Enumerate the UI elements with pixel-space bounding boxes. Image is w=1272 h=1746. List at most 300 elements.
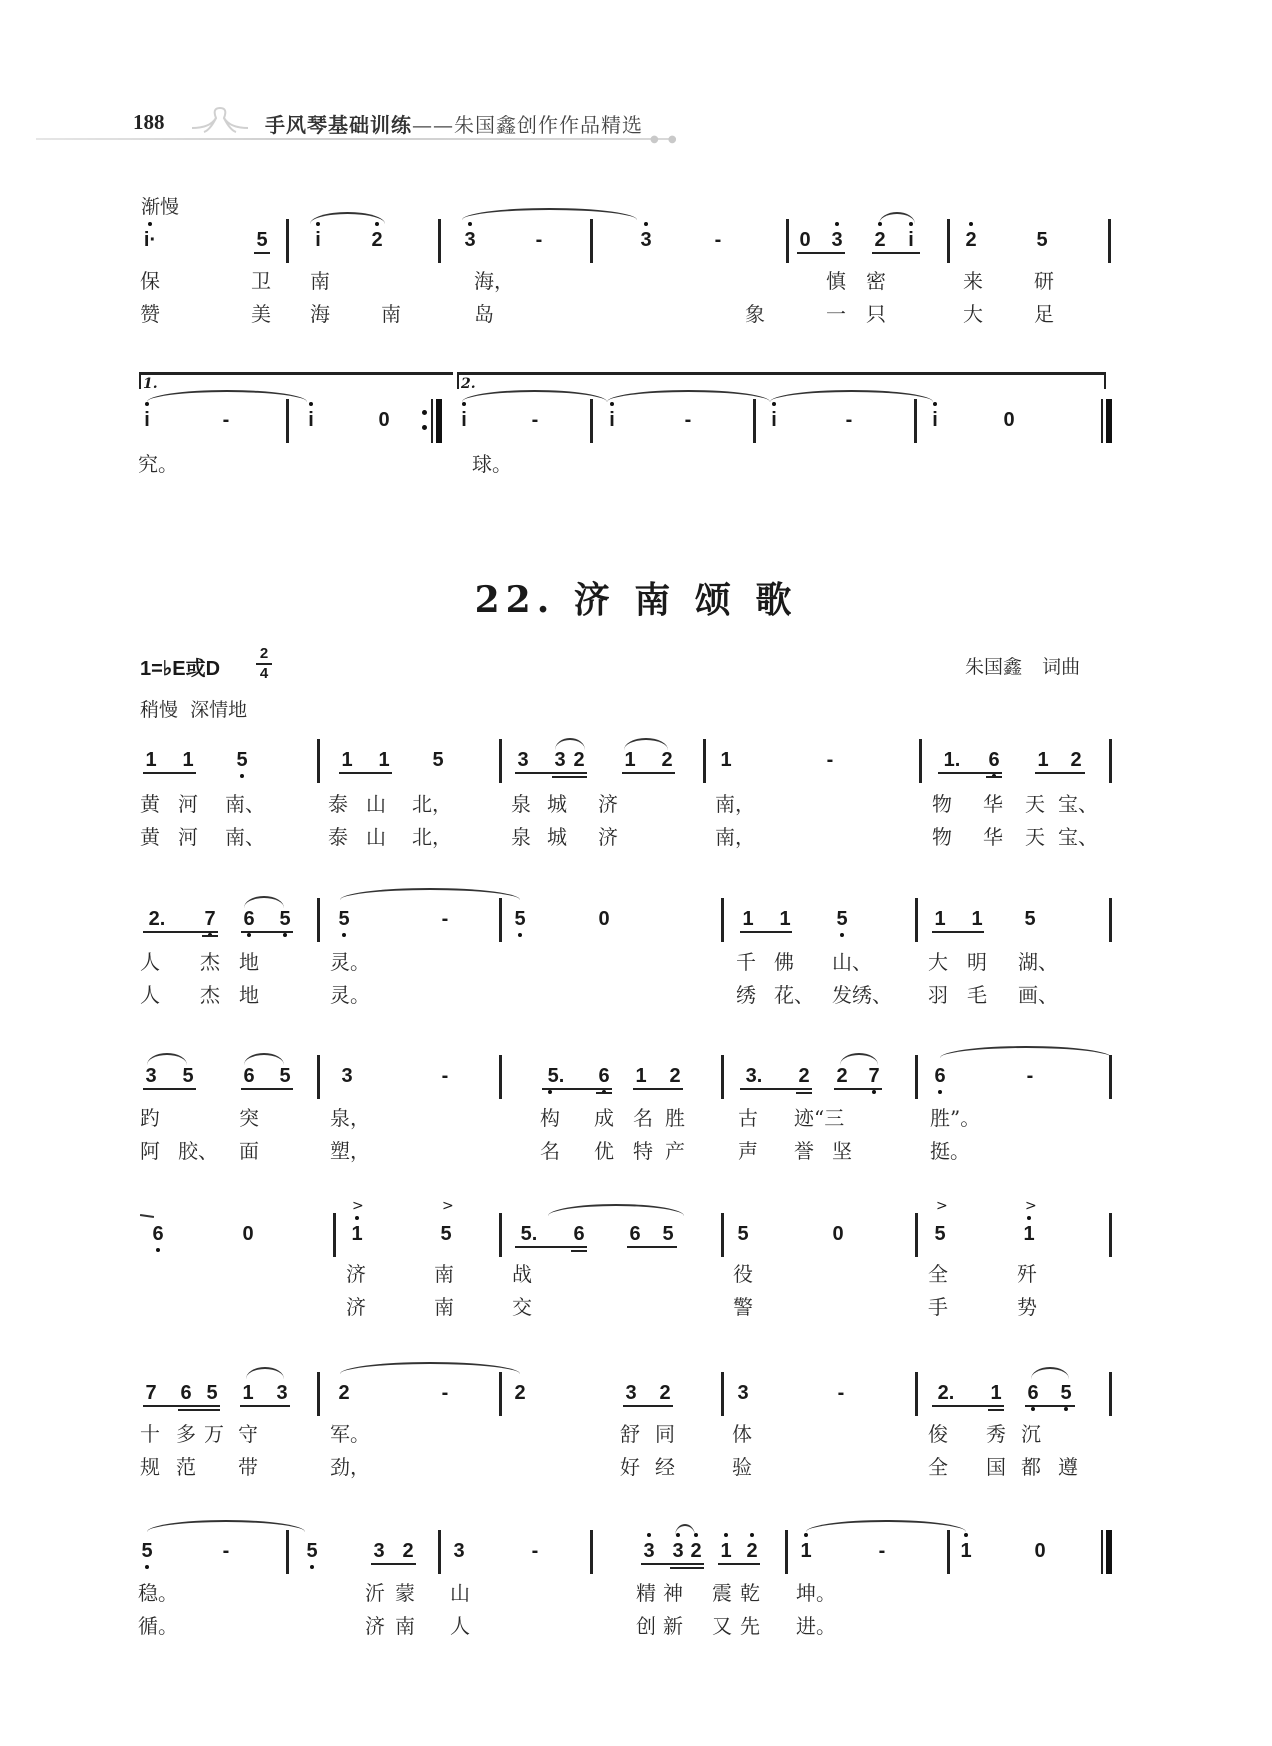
note: 1 bbox=[742, 908, 754, 930]
header-rule bbox=[36, 138, 676, 140]
lyric: 泉 bbox=[511, 825, 531, 849]
note: 1 bbox=[779, 908, 791, 930]
lyric: 地 bbox=[239, 983, 259, 1007]
dash: - bbox=[441, 1065, 449, 1087]
double-underline bbox=[988, 1409, 1004, 1411]
note: i bbox=[303, 408, 319, 432]
lyric: 绣 bbox=[736, 983, 756, 1007]
note: 2 bbox=[573, 749, 585, 771]
barline bbox=[915, 1372, 918, 1416]
lyric: 杰 bbox=[200, 950, 220, 974]
underline bbox=[1025, 1405, 1075, 1407]
header-dash: —— bbox=[412, 113, 454, 137]
lyric: 声 bbox=[738, 1139, 758, 1163]
note: 6 bbox=[573, 1223, 585, 1245]
barline bbox=[438, 1530, 441, 1574]
lyric: 天 bbox=[1025, 792, 1045, 816]
lyric: 阿 bbox=[140, 1139, 160, 1163]
note: 1 bbox=[378, 749, 390, 771]
volta-bracket-2 bbox=[457, 372, 1106, 389]
lyric: 佛 bbox=[774, 950, 794, 974]
note: 3 bbox=[341, 1065, 353, 1087]
dash: - bbox=[441, 1382, 449, 1404]
barline bbox=[499, 1213, 502, 1257]
note: 6 bbox=[241, 907, 257, 931]
lyric: 胜”。 bbox=[930, 1106, 981, 1130]
note: 1 bbox=[971, 908, 983, 930]
lyric: 地 bbox=[239, 950, 259, 974]
underline bbox=[623, 1405, 673, 1407]
lyric: 南 bbox=[434, 1262, 454, 1286]
note: 6 bbox=[150, 1222, 166, 1246]
underline bbox=[641, 1563, 704, 1565]
lyric: 一 bbox=[826, 302, 846, 326]
lyric: 进。 bbox=[796, 1614, 836, 1638]
lyric: 守 bbox=[238, 1422, 258, 1446]
lyric: 足 bbox=[1034, 302, 1054, 326]
lyric: 劲， bbox=[330, 1455, 370, 1479]
lyric: 杰 bbox=[200, 983, 220, 1007]
barline bbox=[590, 219, 593, 263]
repeat-barline-thick bbox=[436, 399, 442, 443]
note: i bbox=[604, 408, 620, 432]
lyric: 人 bbox=[140, 983, 160, 1007]
lyric: 俊 bbox=[928, 1422, 948, 1446]
lyric: 体 bbox=[732, 1422, 752, 1446]
barline bbox=[1109, 1213, 1112, 1257]
lyric: 湖、 bbox=[1018, 950, 1058, 974]
lyric: 军。 bbox=[330, 1422, 370, 1446]
tie-continuation bbox=[140, 1214, 154, 1218]
lyric: 黄 bbox=[140, 825, 160, 849]
underline bbox=[932, 1405, 1004, 1407]
lyric: 岛 bbox=[474, 302, 494, 326]
lyric: 羽 bbox=[928, 983, 948, 1007]
accent-mark: > bbox=[936, 1198, 948, 1214]
lyric: 北， bbox=[412, 792, 452, 816]
note: 5 bbox=[432, 749, 444, 771]
key-label: 1=♭E或D bbox=[140, 658, 221, 680]
barline bbox=[590, 1530, 593, 1574]
lyric: 特 bbox=[633, 1139, 653, 1163]
note: 0 bbox=[799, 229, 811, 251]
lyric: 千 bbox=[736, 950, 756, 974]
note: 2 bbox=[338, 1382, 350, 1404]
lyric: 精 bbox=[636, 1581, 656, 1605]
lyric: 济 bbox=[598, 792, 618, 816]
lyric: 全 bbox=[928, 1455, 948, 1479]
note: 1 bbox=[718, 1539, 734, 1563]
dash: - bbox=[845, 409, 853, 431]
note: 6 bbox=[180, 1382, 192, 1404]
underline bbox=[515, 772, 587, 774]
volta-bracket-1 bbox=[139, 372, 453, 389]
note: 5 bbox=[834, 907, 850, 931]
lyric: 南、 bbox=[225, 825, 265, 849]
lyric: 河 bbox=[178, 825, 198, 849]
dash: - bbox=[684, 409, 692, 431]
lyric: 南 bbox=[434, 1295, 454, 1319]
lyric: 河 bbox=[178, 792, 198, 816]
note: 3 bbox=[829, 228, 845, 252]
note: 3 bbox=[462, 228, 478, 252]
dash: - bbox=[531, 409, 539, 431]
note: 1 bbox=[720, 749, 732, 771]
lyric: 神 bbox=[663, 1581, 683, 1605]
note: 2 bbox=[402, 1540, 414, 1562]
note: 5. bbox=[520, 1223, 538, 1245]
barline bbox=[499, 739, 502, 783]
tie bbox=[147, 1520, 305, 1532]
lyric: 新 bbox=[663, 1614, 683, 1638]
lyric: 塑， bbox=[330, 1139, 370, 1163]
lyric: 泉， bbox=[330, 1106, 370, 1130]
double-underline bbox=[670, 1567, 704, 1569]
lyric: 来 bbox=[963, 269, 983, 293]
lyric: 物 bbox=[932, 792, 952, 816]
note: 5 bbox=[512, 907, 528, 931]
barline bbox=[919, 739, 922, 783]
lyric: 手 bbox=[928, 1295, 948, 1319]
lyric: 球。 bbox=[472, 452, 512, 476]
page-number: 188 bbox=[133, 110, 165, 134]
repeat-dot bbox=[422, 425, 427, 430]
lyric: 泰 bbox=[328, 792, 348, 816]
rest: 0 bbox=[1034, 1540, 1046, 1562]
lyric: 蒙 bbox=[395, 1581, 415, 1605]
lyric: 趵 bbox=[140, 1106, 160, 1130]
lyric: 泉 bbox=[511, 792, 531, 816]
rest: 0 bbox=[832, 1223, 844, 1245]
lyric: 保 bbox=[140, 269, 160, 293]
composer-name: 朱国鑫 bbox=[965, 656, 1023, 678]
note: 3 bbox=[453, 1540, 465, 1562]
double-underline bbox=[796, 1092, 812, 1094]
note: 2 bbox=[659, 1382, 671, 1404]
dash: - bbox=[837, 1382, 845, 1404]
lyric: 华 bbox=[983, 792, 1003, 816]
tie bbox=[607, 390, 770, 402]
lyric: 沉 bbox=[1021, 1422, 1041, 1446]
underline bbox=[932, 931, 984, 933]
lyric: 研 bbox=[1034, 269, 1054, 293]
underline bbox=[834, 1088, 882, 1090]
lyric: 大 bbox=[928, 950, 948, 974]
barline bbox=[947, 219, 950, 263]
tie bbox=[806, 1520, 966, 1532]
underline bbox=[622, 772, 675, 774]
note: 5 bbox=[279, 1065, 291, 1087]
lyric: 挺。 bbox=[930, 1139, 970, 1163]
tie bbox=[340, 888, 520, 900]
lyric: 只 bbox=[866, 302, 886, 326]
header-dots: ● ● bbox=[650, 134, 680, 145]
lyric: 乾 bbox=[740, 1581, 760, 1605]
slur bbox=[548, 1204, 684, 1216]
double-underline bbox=[571, 1250, 587, 1252]
tie bbox=[770, 390, 933, 402]
note: 5 bbox=[336, 907, 352, 931]
composer-credit bbox=[965, 652, 1080, 679]
lyric: 循。 bbox=[138, 1614, 178, 1638]
note: 3 bbox=[641, 1539, 657, 1563]
note: 6 bbox=[986, 748, 1002, 772]
lyric: 范 bbox=[176, 1455, 196, 1479]
lyric: 花、 bbox=[774, 983, 814, 1007]
barline bbox=[1109, 1055, 1112, 1099]
lyric: 济 bbox=[346, 1295, 366, 1319]
barline bbox=[786, 219, 789, 263]
note: 5 bbox=[206, 1382, 218, 1404]
lyric: 南 bbox=[381, 302, 401, 326]
slur bbox=[555, 738, 585, 750]
lyric: 天 bbox=[1025, 825, 1045, 849]
lyric: 古 bbox=[738, 1106, 758, 1130]
lyric: 构 bbox=[540, 1106, 560, 1130]
note: 7 bbox=[145, 1382, 157, 1404]
barline bbox=[947, 1530, 950, 1574]
rest: 0 bbox=[378, 409, 390, 431]
lyric: 明 bbox=[967, 950, 987, 974]
dash: - bbox=[826, 749, 834, 771]
accent-mark: > bbox=[1025, 1198, 1037, 1214]
lyric: 物 bbox=[932, 825, 952, 849]
lyric: 又 bbox=[712, 1614, 732, 1638]
lyric: 胶、 bbox=[178, 1139, 218, 1163]
book-header-title bbox=[265, 109, 643, 138]
lyric: 南， bbox=[715, 825, 755, 849]
dash: - bbox=[714, 229, 722, 251]
underline bbox=[627, 1246, 677, 1248]
lyric: 山 bbox=[366, 792, 386, 816]
lyric: 泰 bbox=[328, 825, 348, 849]
barline bbox=[915, 1213, 918, 1257]
note: 1 bbox=[934, 908, 946, 930]
lyric: 济 bbox=[365, 1614, 385, 1638]
note: 5 bbox=[234, 748, 250, 772]
lyric: 象 bbox=[745, 302, 765, 326]
final-barline-thin bbox=[1101, 399, 1103, 443]
lyric: 宝、 bbox=[1058, 825, 1098, 849]
underline bbox=[371, 1563, 416, 1565]
underline bbox=[143, 1088, 196, 1090]
note: 6 bbox=[932, 1064, 948, 1088]
lyric: 毛 bbox=[967, 983, 987, 1007]
double-underline bbox=[552, 776, 587, 778]
barline bbox=[590, 399, 593, 443]
note: 5 bbox=[662, 1223, 674, 1245]
note: 5 bbox=[1058, 1381, 1074, 1405]
lyric: 誉 bbox=[794, 1139, 814, 1163]
underline bbox=[241, 1088, 293, 1090]
lyric: 交 bbox=[512, 1295, 532, 1319]
lyric: 震 bbox=[712, 1581, 732, 1605]
barline bbox=[753, 399, 756, 443]
barline bbox=[914, 399, 917, 443]
dash: - bbox=[222, 409, 230, 431]
lyric: 大 bbox=[963, 302, 983, 326]
note: 3 bbox=[276, 1382, 288, 1404]
tie bbox=[462, 208, 637, 220]
note: 3 bbox=[517, 749, 529, 771]
lyric: 画、 bbox=[1018, 983, 1058, 1007]
note: 2 bbox=[963, 228, 979, 252]
note: 3 bbox=[625, 1382, 637, 1404]
lyric: 山 bbox=[450, 1581, 470, 1605]
underline bbox=[542, 1088, 612, 1090]
note: 7 bbox=[202, 907, 218, 931]
note: 1 bbox=[635, 1065, 647, 1087]
final-barline-thin bbox=[1101, 1530, 1103, 1574]
note: 6 bbox=[596, 1064, 612, 1088]
tie bbox=[147, 390, 307, 402]
lyric: 慎 bbox=[826, 269, 846, 293]
note: 1 bbox=[349, 1222, 365, 1246]
lyric: 发绣、 bbox=[832, 983, 892, 1007]
note: 5. bbox=[542, 1064, 570, 1088]
lyric: 舒 bbox=[620, 1422, 640, 1446]
barline bbox=[915, 1055, 918, 1099]
note: i bbox=[766, 408, 782, 432]
note: 2 bbox=[836, 1065, 848, 1087]
note: i bbox=[139, 408, 155, 432]
note: 6 bbox=[629, 1223, 641, 1245]
note: i bbox=[456, 408, 472, 432]
barline bbox=[721, 1372, 724, 1416]
note: 7 bbox=[866, 1064, 882, 1088]
note: 2 bbox=[661, 749, 673, 771]
lyric: 先 bbox=[740, 1614, 760, 1638]
note: 5 bbox=[440, 1223, 452, 1245]
underline bbox=[797, 252, 845, 254]
lyric: 赞 bbox=[140, 302, 160, 326]
lyric: 面 bbox=[239, 1139, 259, 1163]
note: 2 bbox=[798, 1065, 810, 1087]
lyric: 沂 bbox=[365, 1581, 385, 1605]
note: 5 bbox=[934, 1223, 946, 1245]
ribbon-ornament-icon bbox=[190, 104, 250, 134]
note: 1 bbox=[798, 1539, 814, 1563]
note: 1 bbox=[990, 1382, 1002, 1404]
lyric: 北， bbox=[412, 825, 452, 849]
note: 2 bbox=[872, 228, 888, 252]
lyric: 全 bbox=[928, 1262, 948, 1286]
barline bbox=[1108, 219, 1111, 263]
note: 2 bbox=[369, 228, 385, 252]
slur bbox=[1031, 1367, 1069, 1379]
note: 3 bbox=[373, 1540, 385, 1562]
volta-label-1: 1. bbox=[143, 376, 158, 392]
lyric: 秀 bbox=[986, 1422, 1006, 1446]
note: 3 bbox=[737, 1382, 749, 1404]
note: 3 bbox=[145, 1065, 157, 1087]
dash: - bbox=[878, 1540, 886, 1562]
barline bbox=[703, 739, 706, 783]
barline bbox=[785, 1530, 788, 1574]
lyric: 十 bbox=[140, 1422, 160, 1446]
barline bbox=[286, 1530, 289, 1574]
lyric: 济 bbox=[598, 825, 618, 849]
lyric: 好 bbox=[620, 1455, 640, 1479]
lyric: 同 bbox=[655, 1422, 675, 1446]
song-title: 22. 济 南 颂 歌 bbox=[474, 579, 798, 621]
barline bbox=[317, 739, 320, 783]
lyric: 遵 bbox=[1058, 1455, 1078, 1479]
underline bbox=[143, 931, 218, 933]
repeat-dot bbox=[422, 410, 427, 415]
lyric: 城 bbox=[547, 825, 567, 849]
note: 3 bbox=[554, 749, 566, 771]
underline bbox=[254, 252, 270, 254]
underline bbox=[240, 1405, 290, 1407]
lyric: 带 bbox=[238, 1455, 258, 1479]
lyric: 产 bbox=[665, 1139, 685, 1163]
note: 3 bbox=[670, 1539, 686, 1563]
barline bbox=[1109, 898, 1112, 942]
tie bbox=[340, 1362, 520, 1374]
lyric: 灵。 bbox=[330, 983, 370, 1007]
lyric: 创 bbox=[636, 1614, 656, 1638]
lyric: 名 bbox=[633, 1106, 653, 1130]
underline bbox=[872, 252, 920, 254]
book-subtitle: 朱国鑫创作作品精选 bbox=[454, 113, 643, 137]
lyric: 美 bbox=[251, 302, 271, 326]
barline bbox=[721, 898, 724, 942]
note: 5 bbox=[139, 1539, 155, 1563]
double-underline bbox=[178, 1409, 220, 1411]
final-barline-thick bbox=[1106, 1530, 1112, 1574]
lyric: 海 bbox=[310, 302, 330, 326]
lyric: 坚 bbox=[832, 1139, 852, 1163]
underline bbox=[740, 931, 792, 933]
lyric: 究。 bbox=[138, 452, 178, 476]
lyric: 成 bbox=[594, 1106, 614, 1130]
volta-label-2: 2. bbox=[461, 376, 476, 392]
note: 1 bbox=[958, 1539, 974, 1563]
lyric: 坤。 bbox=[796, 1581, 836, 1605]
lyric: 山、 bbox=[832, 950, 872, 974]
lyric: 南 bbox=[395, 1614, 415, 1638]
underline bbox=[718, 1563, 760, 1565]
time-signature bbox=[256, 646, 272, 682]
tie bbox=[462, 390, 607, 402]
underline bbox=[938, 772, 1002, 774]
underline bbox=[241, 931, 293, 933]
barline bbox=[721, 1213, 724, 1257]
lyric: 华 bbox=[983, 825, 1003, 849]
barline bbox=[915, 898, 918, 942]
barline bbox=[499, 1372, 502, 1416]
barline-thin bbox=[431, 399, 433, 443]
time-signature-top: 2 bbox=[259, 645, 269, 662]
note: 2. bbox=[937, 1382, 955, 1404]
underline bbox=[143, 1405, 220, 1407]
lyric: 迹“三 bbox=[794, 1106, 845, 1130]
tempo-marking: 渐慢 bbox=[141, 196, 180, 218]
note: 6 bbox=[243, 1065, 255, 1087]
lyric: 灵。 bbox=[330, 950, 370, 974]
key-signature bbox=[140, 652, 220, 681]
lyric: 南 bbox=[310, 269, 330, 293]
tempo-marking: 稍慢 深情地 bbox=[140, 699, 248, 721]
underline bbox=[633, 1088, 683, 1090]
underline bbox=[143, 772, 196, 774]
note: 2 bbox=[744, 1539, 760, 1563]
note: 5 bbox=[1024, 908, 1036, 930]
note: 2 bbox=[514, 1382, 526, 1404]
note: i· bbox=[143, 229, 157, 251]
lyric: 歼 bbox=[1017, 1262, 1037, 1286]
